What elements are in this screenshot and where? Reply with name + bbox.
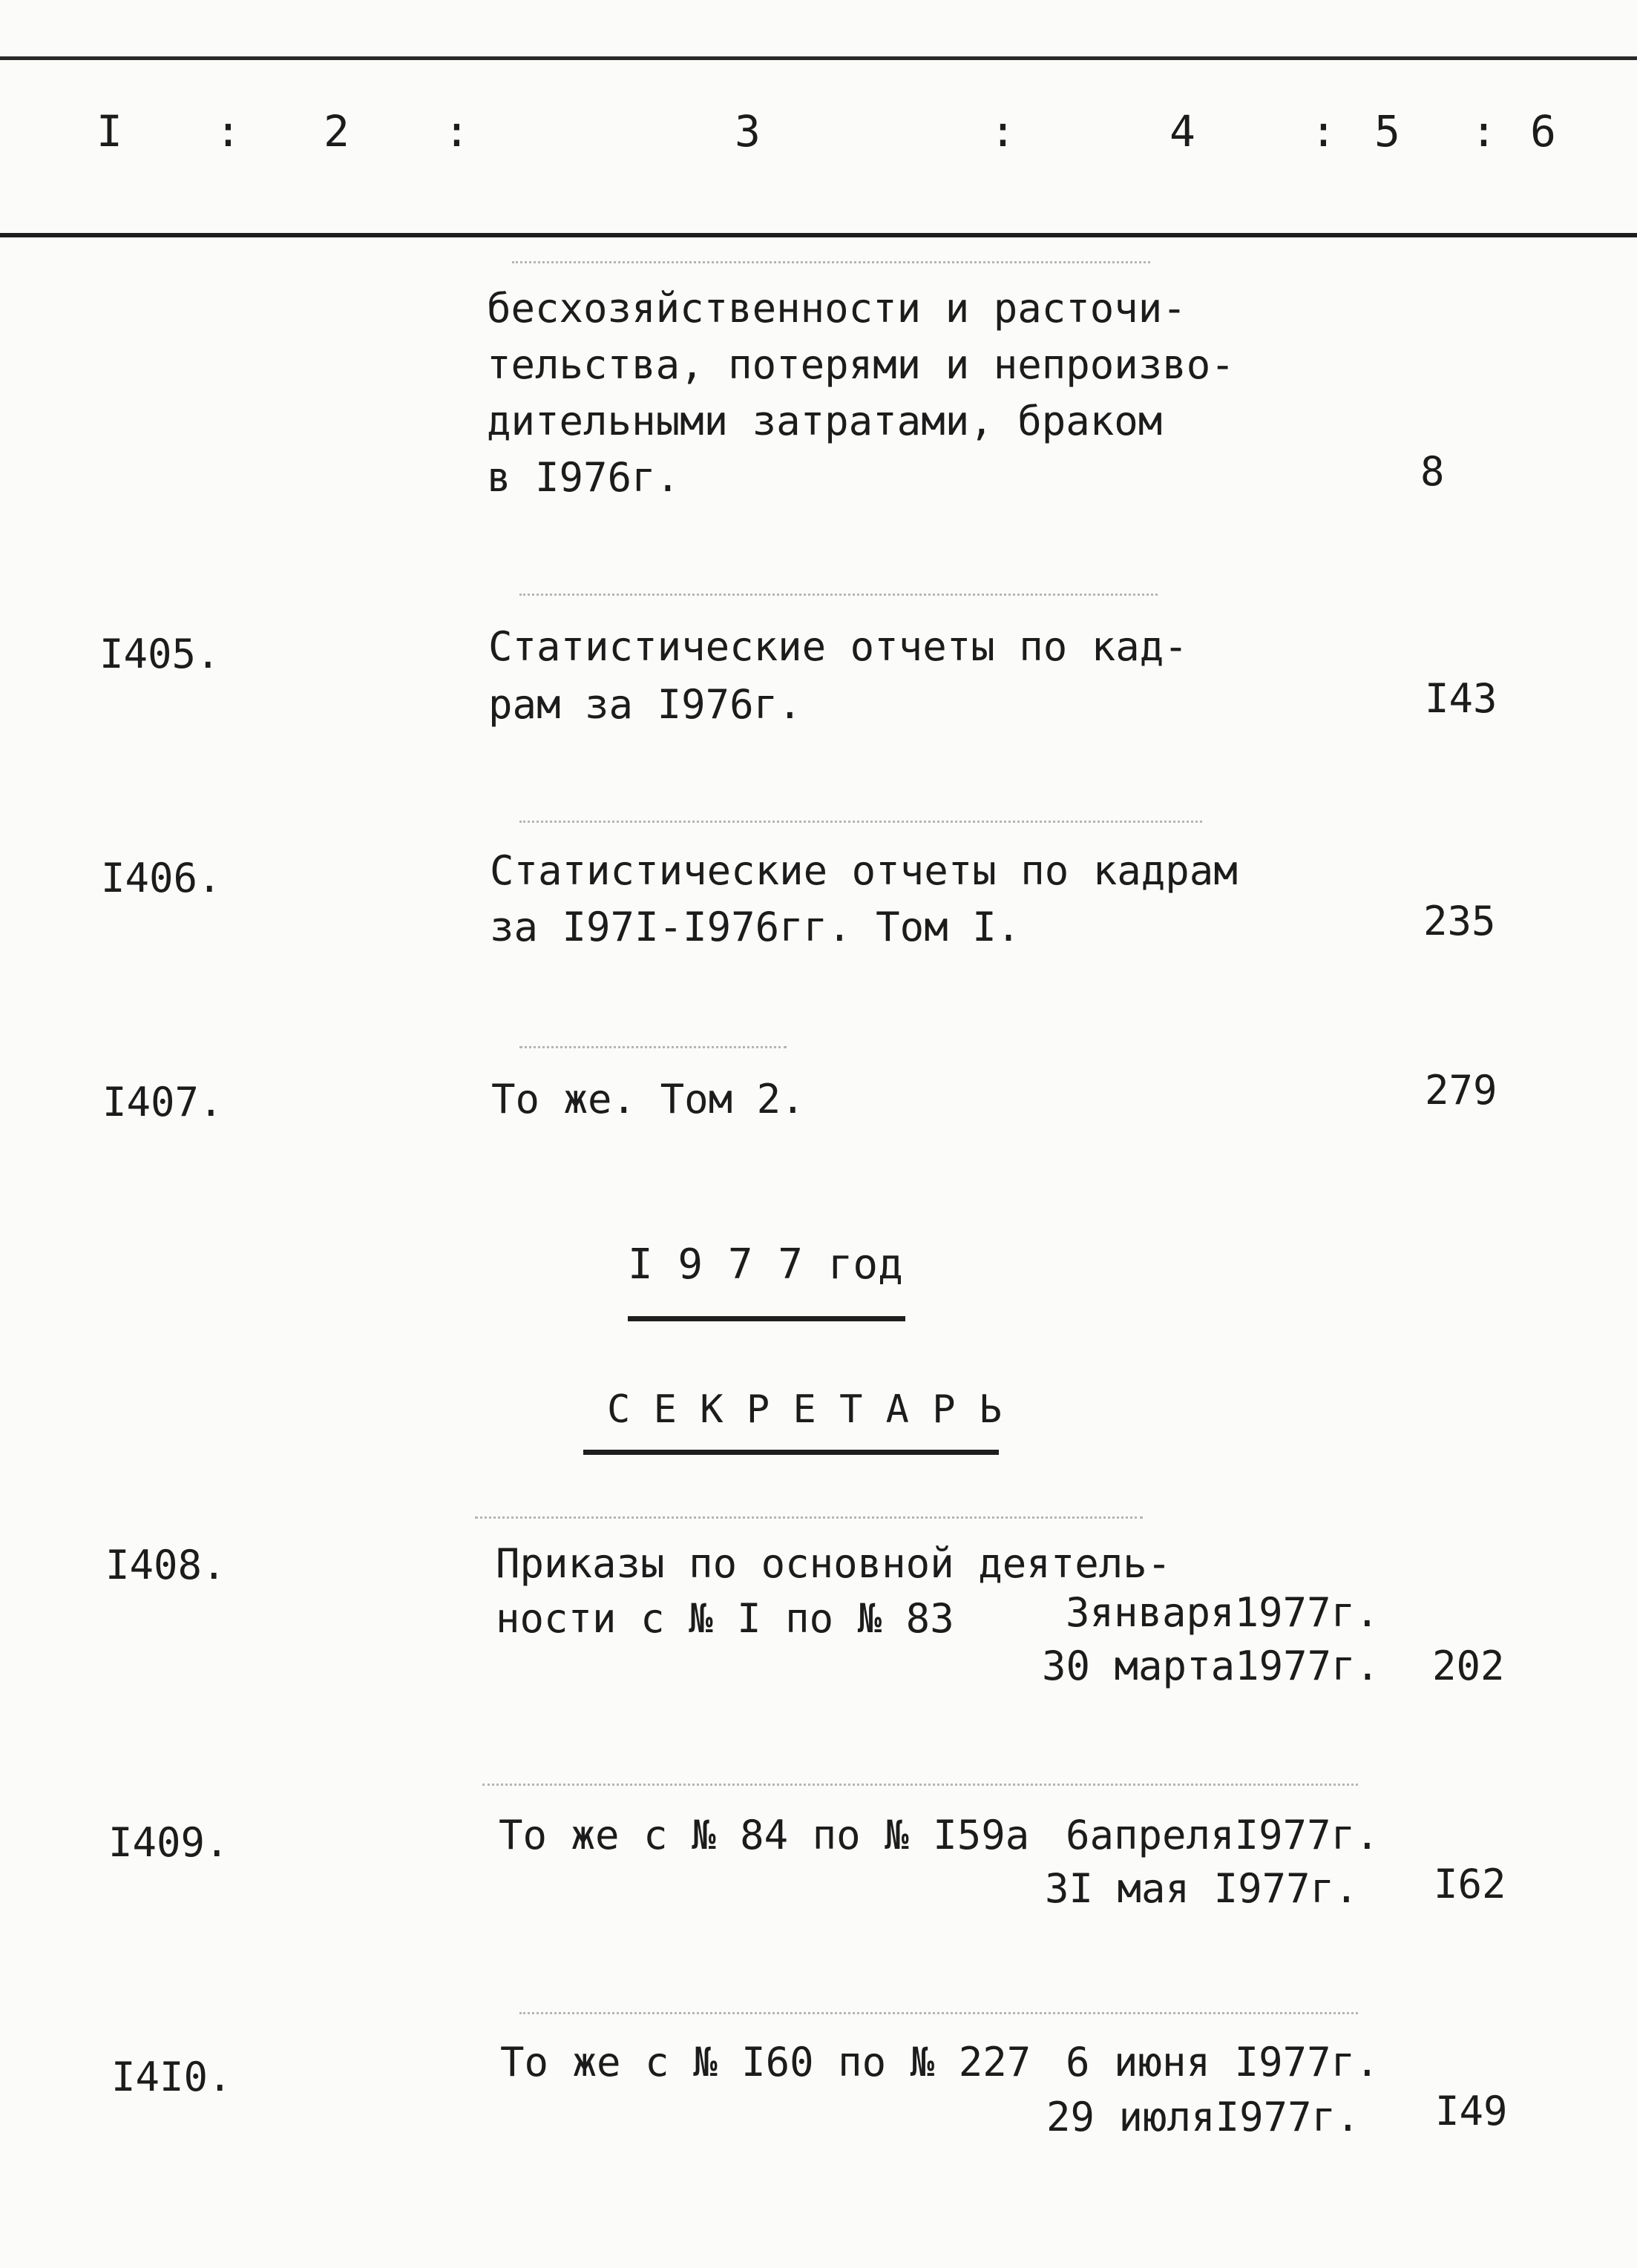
entry-title-line: тельства, потерями и непроизво- <box>487 341 1235 388</box>
header-sep-4: : <box>1310 106 1336 157</box>
entry-date-end: 3I мая I977г. <box>1045 1865 1359 1912</box>
entry-title-line: дительными затратами, браком <box>487 398 1163 444</box>
header-col-4: 4 <box>1169 106 1195 157</box>
header-rule <box>0 233 1637 237</box>
entry-title-line: за I97I-I976гг. Том I. <box>490 904 1021 950</box>
entry-number: I4I0. <box>111 2054 232 2100</box>
header-col-5: 5 <box>1374 106 1400 157</box>
entry-pages: I43 <box>1425 675 1497 722</box>
entry-title-line: рам за I976г. <box>488 681 802 728</box>
entry-title-line: То же с № 84 по № I59а <box>499 1812 1030 1858</box>
entry-number: I408. <box>105 1542 226 1588</box>
entry-title-line: в I976г. <box>487 454 680 501</box>
header-col-6: 6 <box>1530 106 1556 157</box>
entry-number: I407. <box>102 1079 223 1125</box>
entry-title-line: ности с № I по № 83 <box>496 1595 954 1642</box>
entry-title-line: бесхозяйственности и расточи- <box>487 285 1187 332</box>
entry-date-end: 29 июляI977г. <box>1046 2094 1360 2140</box>
separator-dots <box>519 594 1158 597</box>
entry-title-line: Статистические отчеты по кадрам <box>490 847 1238 894</box>
entry-number: I405. <box>99 631 220 677</box>
separator-dots <box>475 1516 1143 1520</box>
header-col-3: 3 <box>735 106 761 157</box>
entry-date-start: 6апреляI977г. <box>1066 1812 1380 1858</box>
separator-dots <box>482 1784 1358 1787</box>
entry-number: I409. <box>108 1819 229 1866</box>
entry-date-end: 30 марта1977г. <box>1042 1643 1380 1689</box>
entry-title-line: Статистические отчеты по кад- <box>488 623 1188 670</box>
entry-date-start: 3января1977г. <box>1066 1589 1380 1636</box>
separator-dots <box>512 261 1150 265</box>
separator-dots <box>519 2012 1358 2016</box>
department-underline <box>583 1450 999 1455</box>
entry-pages: 279 <box>1425 1067 1497 1114</box>
separator-dots <box>519 821 1202 824</box>
entry-pages: 8 <box>1420 448 1445 495</box>
header-sep-2: : <box>444 106 470 157</box>
header-col-1: I <box>96 106 122 157</box>
entry-pages: I62 <box>1434 1861 1506 1907</box>
header-sep-5: : <box>1471 106 1497 157</box>
entry-pages: 202 <box>1432 1643 1505 1689</box>
year-underline <box>628 1316 905 1321</box>
entry-pages: 235 <box>1423 898 1496 944</box>
separator-dots <box>519 1046 787 1050</box>
entry-pages: I49 <box>1435 2088 1508 2134</box>
entry-title-line: То же с № I60 по № 227 <box>500 2039 1031 2085</box>
entry-date-start: 6 июня I977г. <box>1066 2039 1380 2085</box>
year-heading: I 9 7 7 год <box>628 1240 903 1289</box>
entry-title-line: Приказы по основной деятель- <box>496 1540 1172 1587</box>
header-sep-1: : <box>215 106 241 157</box>
department-heading: С Е К Р Е Т А Р Ь <box>607 1387 1003 1432</box>
entry-title-line: То же. Том 2. <box>491 1076 805 1123</box>
header-sep-3: : <box>990 106 1016 157</box>
entry-number: I406. <box>101 855 222 901</box>
top-rule <box>0 56 1637 60</box>
header-col-2: 2 <box>324 106 350 157</box>
